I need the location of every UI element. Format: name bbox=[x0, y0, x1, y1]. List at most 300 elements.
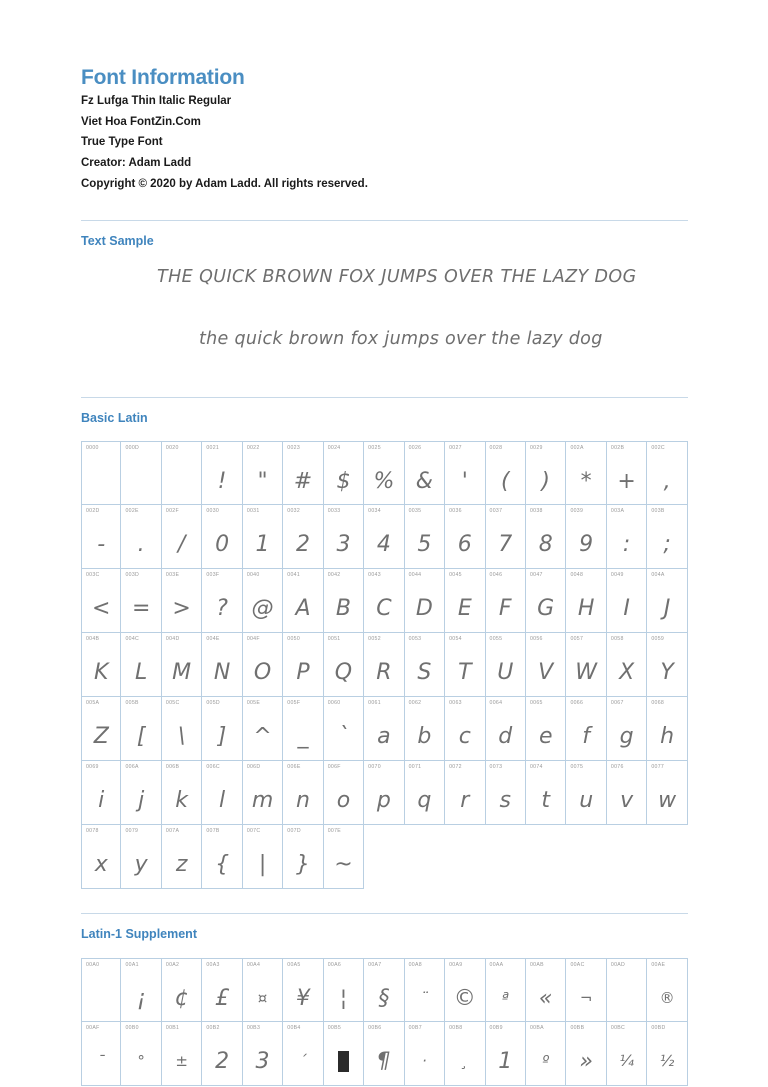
glyph-character: » bbox=[579, 1048, 593, 1074]
glyph-cell[interactable] bbox=[162, 958, 202, 1022]
glyph-codepoint-label: 0051 bbox=[327, 636, 341, 643]
glyph-cell[interactable] bbox=[162, 697, 202, 761]
glyph-character: - bbox=[97, 532, 106, 558]
glyph-codepoint-label: 0052 bbox=[368, 636, 381, 643]
glyph-cell[interactable] bbox=[162, 441, 202, 505]
glyph-codepoint-label: 0024 bbox=[327, 445, 341, 452]
glyph-codepoint-label: 00B8 bbox=[449, 1024, 463, 1031]
glyph-cell[interactable] bbox=[324, 505, 364, 569]
glyph-codepoint-label: 002A bbox=[570, 445, 584, 452]
spacer bbox=[81, 349, 688, 373]
glyph-cell[interactable] bbox=[607, 633, 647, 697]
glyph-cell[interactable] bbox=[162, 505, 202, 569]
glyph-cell[interactable] bbox=[243, 958, 283, 1022]
glyph-cell[interactable] bbox=[81, 761, 121, 825]
glyph-cell[interactable] bbox=[283, 958, 323, 1022]
glyph-cell[interactable] bbox=[81, 958, 121, 1022]
glyph-cell[interactable] bbox=[121, 825, 161, 889]
glyph-codepoint-label: 00B6 bbox=[368, 1024, 382, 1031]
glyph-cell[interactable] bbox=[526, 697, 566, 761]
glyph-cell[interactable] bbox=[202, 1022, 242, 1086]
glyph-cell[interactable] bbox=[243, 505, 283, 569]
glyph-codepoint-label: 0036 bbox=[449, 508, 462, 515]
glyph-codepoint-label: 00B2 bbox=[206, 1024, 220, 1031]
glyph-cell[interactable] bbox=[202, 825, 242, 889]
glyph-codepoint-label: 0056 bbox=[529, 636, 543, 643]
glyph-cell[interactable] bbox=[81, 505, 121, 569]
glyph-character: x bbox=[94, 852, 108, 878]
glyph-grid-row bbox=[81, 825, 688, 889]
glyph-cell[interactable] bbox=[364, 569, 404, 633]
glyph-codepoint-label: 003E bbox=[165, 572, 180, 579]
glyph-cell[interactable] bbox=[202, 633, 242, 697]
glyph-cell[interactable] bbox=[121, 633, 161, 697]
glyph-codepoint-label: 0045 bbox=[449, 572, 462, 579]
glyph-codepoint-label: 00B1 bbox=[165, 1024, 180, 1031]
glyph-codepoint-label: 00BC bbox=[610, 1024, 626, 1031]
glyph-cell[interactable] bbox=[607, 697, 647, 761]
glyph-codepoint-label: 004C bbox=[125, 636, 140, 643]
glyph-cell[interactable] bbox=[647, 441, 687, 505]
glyph-cell[interactable] bbox=[526, 761, 566, 825]
glyph-cell[interactable] bbox=[162, 633, 202, 697]
glyph-character: P bbox=[296, 660, 310, 686]
glyph-codepoint-label: 0065 bbox=[529, 700, 543, 707]
glyph-cell[interactable] bbox=[121, 505, 161, 569]
glyph-cell[interactable] bbox=[121, 697, 161, 761]
glyph-character: W bbox=[575, 660, 598, 686]
glyph-character: H bbox=[577, 596, 595, 622]
glyph-character: . bbox=[137, 532, 145, 558]
glyph-character: > bbox=[172, 596, 191, 622]
glyph-cell[interactable] bbox=[445, 1022, 485, 1086]
glyph-codepoint-label: 00B4 bbox=[287, 1024, 301, 1031]
glyph-character: ] bbox=[217, 724, 227, 750]
glyph-codepoint-label: 006A bbox=[125, 764, 139, 771]
glyph-codepoint-label: 00B3 bbox=[246, 1024, 261, 1031]
glyph-character: © bbox=[453, 985, 476, 1011]
glyph-character: O bbox=[253, 660, 272, 686]
section-heading: Latin-1 Supplement bbox=[81, 927, 197, 942]
glyph-character bbox=[607, 979, 646, 1019]
glyph-cell[interactable] bbox=[202, 958, 242, 1022]
section-divider bbox=[81, 397, 688, 398]
glyph-character: ` bbox=[337, 724, 349, 750]
glyph-codepoint-label: 0047 bbox=[529, 572, 543, 579]
glyph-cell[interactable] bbox=[364, 441, 404, 505]
glyph-codepoint-label: 002F bbox=[165, 508, 179, 515]
glyph-character: E bbox=[457, 596, 472, 622]
glyph-cell[interactable] bbox=[324, 441, 364, 505]
glyph-cell[interactable] bbox=[607, 569, 647, 633]
glyph-character: « bbox=[538, 985, 553, 1011]
glyph-character: ¸ bbox=[461, 1052, 469, 1071]
glyph-cell[interactable] bbox=[445, 505, 485, 569]
glyph-codepoint-label: 0078 bbox=[86, 828, 99, 835]
glyph-codepoint-label: 0068 bbox=[651, 700, 665, 707]
glyph-cell[interactable] bbox=[445, 958, 485, 1022]
glyph-codepoint-label: 00A4 bbox=[246, 961, 261, 968]
glyph-character: D bbox=[415, 596, 433, 622]
glyph-character: 3 bbox=[336, 532, 351, 558]
glyph-character: Y bbox=[660, 660, 674, 686]
glyph-character: ~ bbox=[334, 852, 353, 878]
glyph-grid-row bbox=[81, 569, 688, 633]
glyph-cell[interactable] bbox=[364, 1022, 404, 1086]
glyph-cell[interactable] bbox=[566, 633, 606, 697]
glyph-codepoint-label: 005E bbox=[246, 700, 261, 707]
glyph-codepoint-label: 0031 bbox=[246, 508, 260, 515]
glyph-cell[interactable] bbox=[202, 505, 242, 569]
glyph-character bbox=[121, 462, 160, 502]
glyph-cell[interactable] bbox=[283, 569, 323, 633]
glyph-cell[interactable] bbox=[364, 761, 404, 825]
glyph-cell[interactable] bbox=[324, 958, 364, 1022]
glyph-character: p bbox=[376, 788, 391, 814]
glyph-character: r bbox=[460, 788, 470, 814]
glyph-character: G bbox=[537, 596, 555, 622]
glyph-character: ® bbox=[659, 989, 675, 1008]
glyph-grid-row bbox=[81, 441, 688, 505]
section-heading: Basic Latin bbox=[81, 410, 148, 425]
glyph-cell[interactable] bbox=[324, 697, 364, 761]
glyph-cell[interactable] bbox=[486, 505, 526, 569]
glyph-cell[interactable] bbox=[486, 697, 526, 761]
glyph-cell[interactable] bbox=[324, 1022, 364, 1086]
glyph-codepoint-label: 00AA bbox=[489, 961, 504, 968]
glyph-cell[interactable] bbox=[405, 569, 445, 633]
glyph-character: b bbox=[417, 724, 432, 750]
glyph-codepoint-label: 0000 bbox=[86, 445, 99, 452]
glyph-cell[interactable] bbox=[162, 761, 202, 825]
glyph-cell[interactable] bbox=[202, 697, 242, 761]
glyph-codepoint-label: 006E bbox=[287, 764, 301, 771]
sections-container bbox=[81, 220, 688, 1086]
glyph-cell[interactable] bbox=[405, 441, 445, 505]
missing-glyph-box-icon bbox=[338, 1051, 349, 1072]
glyph-cell[interactable] bbox=[283, 697, 323, 761]
glyph-codepoint-label: 0067 bbox=[610, 700, 624, 707]
glyph-character: j bbox=[138, 788, 145, 814]
glyph-cell[interactable] bbox=[647, 697, 687, 761]
glyph-codepoint-label: 0041 bbox=[287, 572, 301, 579]
glyph-cell[interactable] bbox=[81, 825, 121, 889]
glyph-codepoint-label: 0049 bbox=[610, 572, 624, 579]
glyph-codepoint-label: 0050 bbox=[287, 636, 301, 643]
font-metadata-line: Viet Hoa FontZin.Com bbox=[81, 115, 201, 128]
glyph-codepoint-label: 00A8 bbox=[408, 961, 422, 968]
glyph-cell[interactable] bbox=[283, 761, 323, 825]
glyph-character: _ bbox=[297, 724, 309, 750]
glyph-character: i bbox=[98, 788, 105, 814]
glyph-cell[interactable] bbox=[566, 1022, 606, 1086]
glyph-cell[interactable] bbox=[566, 569, 606, 633]
glyph-character: \ bbox=[177, 724, 186, 750]
glyph-cell[interactable] bbox=[162, 569, 202, 633]
glyph-cell[interactable] bbox=[81, 697, 121, 761]
glyph-cell[interactable] bbox=[405, 697, 445, 761]
glyph-cell[interactable] bbox=[243, 697, 283, 761]
glyph-cell[interactable] bbox=[324, 569, 364, 633]
glyph-cell[interactable] bbox=[121, 958, 161, 1022]
glyph-cell[interactable] bbox=[81, 441, 121, 505]
glyph-character: : bbox=[622, 532, 631, 558]
glyph-codepoint-label: 004A bbox=[651, 572, 665, 579]
glyph-codepoint-label: 00B7 bbox=[408, 1024, 422, 1031]
glyph-character: B bbox=[335, 596, 351, 622]
glyph-cell[interactable] bbox=[162, 825, 202, 889]
glyph-character: q bbox=[417, 788, 432, 814]
glyph-cell[interactable] bbox=[283, 505, 323, 569]
glyph-cell[interactable] bbox=[486, 569, 526, 633]
section-divider bbox=[81, 220, 688, 221]
glyph-cell[interactable] bbox=[283, 633, 323, 697]
glyph-character: % bbox=[373, 469, 395, 495]
glyph-character: t bbox=[541, 788, 551, 814]
glyph-grid-row bbox=[81, 958, 688, 1022]
glyph-codepoint-label: 002E bbox=[125, 508, 139, 515]
glyph-character: [ bbox=[136, 724, 146, 750]
glyph-cell[interactable] bbox=[121, 569, 161, 633]
glyph-character: 2 bbox=[295, 532, 310, 558]
glyph-codepoint-label: 0053 bbox=[408, 636, 422, 643]
glyph-codepoint-label: 0070 bbox=[368, 764, 381, 771]
glyph-cell[interactable] bbox=[566, 697, 606, 761]
glyph-cell[interactable] bbox=[647, 633, 687, 697]
glyph-cell[interactable] bbox=[283, 825, 323, 889]
glyph-grid bbox=[81, 958, 688, 1086]
glyph-cell[interactable] bbox=[405, 633, 445, 697]
glyph-cell[interactable] bbox=[647, 761, 687, 825]
glyph-cell[interactable] bbox=[526, 441, 566, 505]
glyph-codepoint-label: 000D bbox=[125, 445, 140, 452]
glyph-character: 1 bbox=[498, 1048, 513, 1074]
glyph-cell[interactable] bbox=[405, 505, 445, 569]
glyph-codepoint-label: 003A bbox=[610, 508, 625, 515]
glyph-cell[interactable] bbox=[486, 958, 526, 1022]
glyph-codepoint-label: 004D bbox=[165, 636, 180, 643]
glyph-character bbox=[324, 1042, 363, 1082]
glyph-character: } bbox=[295, 852, 310, 878]
text-sample-line: the quick brown fox jumps over the lazy dog bbox=[199, 328, 603, 349]
glyph-character: K bbox=[94, 660, 109, 686]
glyph-cell[interactable] bbox=[445, 569, 485, 633]
glyph-codepoint-label: 003F bbox=[206, 572, 220, 579]
glyph-character: f bbox=[582, 724, 591, 750]
glyph-cell[interactable] bbox=[647, 958, 687, 1022]
glyph-character: ¯ bbox=[97, 1052, 105, 1071]
glyph-cell[interactable] bbox=[647, 569, 687, 633]
glyph-character: F bbox=[498, 596, 512, 622]
glyph-cell[interactable] bbox=[243, 441, 283, 505]
glyph-character: ° bbox=[137, 1052, 145, 1071]
glyph-codepoint-label: 00AD bbox=[610, 961, 626, 968]
glyph-cell[interactable] bbox=[405, 958, 445, 1022]
glyph-cell[interactable] bbox=[324, 633, 364, 697]
glyph-cell[interactable] bbox=[202, 569, 242, 633]
glyph-character: 0 bbox=[215, 532, 230, 558]
glyph-character: $ bbox=[336, 469, 351, 495]
glyph-codepoint-label: 00A6 bbox=[327, 961, 342, 968]
glyph-codepoint-label: 0022 bbox=[246, 445, 260, 452]
glyph-cell[interactable] bbox=[526, 633, 566, 697]
glyph-cell[interactable] bbox=[81, 633, 121, 697]
glyph-codepoint-label: 0077 bbox=[651, 764, 665, 771]
glyph-cell[interactable] bbox=[526, 569, 566, 633]
glyph-codepoint-label: 006F bbox=[327, 764, 341, 771]
glyph-character: ( bbox=[500, 469, 510, 495]
glyph-cell[interactable] bbox=[364, 505, 404, 569]
glyph-character: V bbox=[538, 660, 554, 686]
glyph-cell[interactable] bbox=[486, 1022, 526, 1086]
glyph-character: ¨ bbox=[420, 989, 429, 1008]
glyph-cell[interactable] bbox=[283, 441, 323, 505]
glyph-cell[interactable] bbox=[566, 761, 606, 825]
glyph-cell[interactable] bbox=[526, 1022, 566, 1086]
glyph-cell[interactable] bbox=[81, 1022, 121, 1086]
glyph-codepoint-label: 0066 bbox=[570, 700, 584, 707]
glyph-cell[interactable] bbox=[121, 1022, 161, 1086]
glyph-cell[interactable] bbox=[202, 761, 242, 825]
glyph-codepoint-label: 0039 bbox=[570, 508, 584, 515]
glyph-grid-row bbox=[81, 761, 688, 825]
glyph-codepoint-label: 0034 bbox=[368, 508, 381, 515]
page-title: Font Information bbox=[81, 66, 245, 89]
glyph-cell[interactable] bbox=[243, 633, 283, 697]
glyph-codepoint-label: 00AF bbox=[86, 1024, 100, 1031]
glyph-cell[interactable] bbox=[647, 1022, 687, 1086]
glyph-character: s bbox=[499, 788, 511, 814]
glyph-cell[interactable] bbox=[647, 505, 687, 569]
glyph-cell[interactable] bbox=[283, 1022, 323, 1086]
glyph-cell[interactable] bbox=[607, 441, 647, 505]
glyph-character: { bbox=[215, 852, 230, 878]
glyph-grid bbox=[81, 441, 688, 889]
glyph-codepoint-label: 0055 bbox=[489, 636, 503, 643]
glyph-codepoint-label: 00B5 bbox=[327, 1024, 342, 1031]
font-metadata-line: True Type Font bbox=[81, 136, 163, 149]
glyph-character: I bbox=[623, 596, 630, 622]
glyph-cell[interactable] bbox=[324, 825, 364, 889]
glyph-cell[interactable] bbox=[607, 1022, 647, 1086]
glyph-character: m bbox=[251, 788, 274, 814]
glyph-cell[interactable] bbox=[526, 958, 566, 1022]
glyph-codepoint-label: 007E bbox=[327, 828, 342, 835]
glyph-codepoint-label: 005A bbox=[86, 700, 100, 707]
glyph-cell[interactable] bbox=[486, 633, 526, 697]
glyph-grid-row bbox=[81, 633, 688, 697]
glyph-codepoint-label: 0030 bbox=[206, 508, 220, 515]
glyph-codepoint-label: 0044 bbox=[408, 572, 422, 579]
glyph-cell[interactable] bbox=[486, 441, 526, 505]
glyph-codepoint-label: 00A2 bbox=[165, 961, 180, 968]
glyph-codepoint-label: 0042 bbox=[327, 572, 341, 579]
glyph-character: ' bbox=[461, 469, 468, 495]
glyph-codepoint-label: 003C bbox=[86, 572, 100, 579]
glyph-cell[interactable] bbox=[243, 761, 283, 825]
glyph-character bbox=[82, 462, 120, 502]
glyph-cell[interactable] bbox=[405, 761, 445, 825]
glyph-codepoint-label: 00BD bbox=[651, 1024, 666, 1031]
glyph-codepoint-label: 002D bbox=[86, 508, 100, 515]
glyph-character: u bbox=[579, 788, 594, 814]
font-metadata-line: Fz Lufga Thin Italic Regular bbox=[81, 95, 232, 108]
glyph-cell[interactable] bbox=[243, 825, 283, 889]
glyph-codepoint-label: 0063 bbox=[449, 700, 462, 707]
glyph-cell[interactable] bbox=[607, 958, 647, 1022]
glyph-cell[interactable] bbox=[445, 697, 485, 761]
glyph-codepoint-label: 002C bbox=[651, 445, 665, 452]
glyph-cell[interactable] bbox=[566, 958, 606, 1022]
glyph-cell[interactable] bbox=[526, 505, 566, 569]
glyph-codepoint-label: 0060 bbox=[327, 700, 341, 707]
glyph-cell[interactable] bbox=[486, 761, 526, 825]
glyph-codepoint-label: 006C bbox=[206, 764, 220, 771]
glyph-cell[interactable] bbox=[202, 441, 242, 505]
glyph-cell[interactable] bbox=[81, 569, 121, 633]
glyph-cell[interactable] bbox=[364, 633, 404, 697]
glyph-cell[interactable] bbox=[445, 761, 485, 825]
glyph-codepoint-label: 0076 bbox=[610, 764, 624, 771]
glyph-codepoint-label: 0025 bbox=[368, 445, 381, 452]
glyph-character: h bbox=[660, 724, 675, 750]
glyph-character: · bbox=[421, 1052, 427, 1071]
glyph-codepoint-label: 00AE bbox=[651, 961, 666, 968]
glyph-character bbox=[162, 462, 201, 502]
glyph-cell[interactable] bbox=[121, 441, 161, 505]
glyph-grid-row bbox=[81, 1022, 688, 1086]
glyph-cell[interactable] bbox=[243, 569, 283, 633]
glyph-cell[interactable] bbox=[324, 761, 364, 825]
glyph-character: ± bbox=[175, 1052, 188, 1071]
glyph-codepoint-label: 0073 bbox=[489, 764, 503, 771]
glyph-cell[interactable] bbox=[445, 633, 485, 697]
glyph-codepoint-label: 00A3 bbox=[206, 961, 220, 968]
glyph-character: ¡ bbox=[136, 985, 146, 1011]
glyph-character: N bbox=[213, 660, 231, 686]
glyph-codepoint-label: 004B bbox=[86, 636, 100, 643]
glyph-character: ¥ bbox=[295, 985, 310, 1011]
glyph-character: J bbox=[663, 596, 671, 622]
glyph-character: 4 bbox=[376, 532, 391, 558]
glyph-character: ¼ bbox=[619, 1052, 634, 1071]
glyph-cell[interactable] bbox=[364, 697, 404, 761]
glyph-cell[interactable] bbox=[121, 761, 161, 825]
glyph-cell[interactable] bbox=[364, 958, 404, 1022]
glyph-character: w bbox=[658, 788, 677, 814]
glyph-codepoint-label: 00BB bbox=[570, 1024, 585, 1031]
glyph-cell[interactable] bbox=[566, 505, 606, 569]
glyph-character: T bbox=[458, 660, 472, 686]
text-sample-line: THE QUICK BROWN FOX JUMPS OVER THE LAZY DOG bbox=[157, 266, 637, 287]
glyph-grid-row bbox=[81, 505, 688, 569]
glyph-codepoint-label: 00A7 bbox=[368, 961, 382, 968]
glyph-codepoint-label: 0071 bbox=[408, 764, 422, 771]
glyph-cell[interactable] bbox=[243, 1022, 283, 1086]
glyph-cell[interactable] bbox=[607, 761, 647, 825]
glyph-cell[interactable] bbox=[162, 1022, 202, 1086]
glyph-character: ; bbox=[663, 532, 671, 558]
glyph-codepoint-label: 003B bbox=[651, 508, 665, 515]
font-metadata-list bbox=[81, 91, 688, 194]
glyph-codepoint-label: 0026 bbox=[408, 445, 422, 452]
glyph-cell[interactable] bbox=[566, 441, 606, 505]
glyph-cell[interactable] bbox=[405, 1022, 445, 1086]
glyph-cell[interactable] bbox=[445, 441, 485, 505]
glyph-character: X bbox=[619, 660, 635, 686]
glyph-cell[interactable] bbox=[607, 505, 647, 569]
glyph-character: 5 bbox=[417, 532, 432, 558]
